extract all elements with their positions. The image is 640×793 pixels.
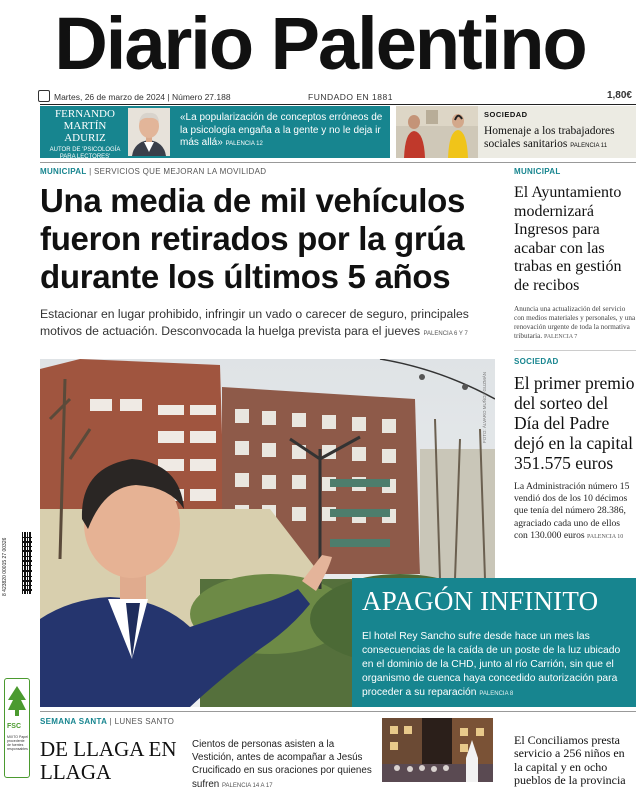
newspaper-title: Diario Palentino — [54, 2, 586, 85]
bottom-kicker: SEMANA SANTA | LUNES SANTO — [40, 717, 175, 726]
page-ref: PALENCIA 10 — [587, 533, 624, 540]
bottom-text: Cientos de personas asisten a la Vestición, antes de acompañar a Jesús Crucificado en sus oraciones por quienes sufren — [192, 739, 372, 790]
issue-number: Número 27.188 — [171, 92, 231, 102]
promo-section-label: SOCIEDAD — [484, 110, 528, 119]
story-headline: El primer premio del sorteo del Día del Padre dejó en la capital 351.575 euros — [514, 373, 635, 473]
promo-author-sub: AUTOR DE 'PSICOLOGÍA PARA LECTORES' — [49, 147, 121, 160]
section-label: SOCIEDAD — [514, 357, 559, 366]
promo-author-name: FERNANDO MARTÍN ADURIZ — [55, 108, 115, 144]
divider — [514, 350, 636, 351]
author-photo — [128, 108, 170, 156]
lead-headline[interactable]: Una media de mil vehículos fueron retirados por la grúa durante los últimos 5 años — [40, 182, 466, 295]
page-ref: PALENCIA 7 — [543, 334, 578, 340]
section-label: SEMANA SANTA — [40, 717, 108, 726]
fsc-tree-icon — [6, 682, 28, 720]
divider — [40, 162, 636, 163]
issue-date: Martes, 26 de marzo de 2024 — [54, 92, 166, 102]
section-label: MUNICIPAL — [40, 167, 87, 176]
lead-deck — [40, 306, 500, 342]
page-ref: PALENCIA 14 A 17 — [221, 782, 273, 789]
divider — [40, 104, 636, 105]
divider — [40, 711, 636, 712]
photo-credit: FOTO: ÁLVARO MUÑOZ GUZMÁN — [482, 372, 487, 444]
fsc-sub: MIXTO Papel procedente de fuentes responsables — [7, 735, 28, 751]
section-sublabel: SERVICIOS QUE MEJORAN LA MOVILIDAD — [94, 167, 267, 176]
promo-headline: Homenaje a los trabajadores sociales sanitarios — [484, 125, 615, 150]
bottom-right-headline[interactable]: El Conciliamos presta servicio a 256 niños en la capital y en ocho pueblos de la provincia — [514, 733, 626, 788]
procession-photo[interactable] — [382, 718, 493, 782]
masthead — [0, 0, 640, 88]
page-ref: PALENCIA 12 — [225, 141, 263, 147]
section-sublabel: LUNES SANTO — [114, 717, 175, 726]
right-story-loteria[interactable] — [514, 357, 636, 543]
promo-quote: «La popularización de conceptos erróneos de la psicología engaña a la gente y no le deja ir más allá» — [180, 112, 383, 148]
barcode — [10, 532, 32, 594]
right-story-ayuntamiento[interactable] — [514, 167, 636, 342]
promo-photo — [396, 106, 478, 158]
section-label: MUNICIPAL — [514, 167, 561, 176]
page-ref: PALENCIA 6 Y 7 — [423, 330, 468, 337]
promo-sociedad[interactable] — [396, 106, 636, 158]
promo-interview[interactable] — [40, 106, 390, 158]
promo-bar — [40, 106, 636, 158]
apagon-body: El hotel Rey Sancho sufre desde hace un mes las consecuencias de la caída de un poste de la luz ubicado en el dominio de la CHD, junto al río Carrión, sin que el organismo de cuenca haya concedido autorización para proceder a su reparación — [362, 631, 621, 698]
story-body: La Administración número 15 vendió dos de los 10 décimos que tenía del número 28.386, agraciado cada uno de ellos con 130.000 euros — [514, 481, 630, 541]
price: 1,80€ — [606, 90, 632, 101]
dateline: Martes, 26 de marzo de 2024 | Número 27.188 FUNDADO EN 1881 1,80€ — [38, 90, 636, 104]
story-headline: El Ayuntamiento modernizará Ingresos para acabar con las trabas en gestión de recibos — [514, 184, 622, 294]
founded-text: FUNDADO EN 1881 — [308, 92, 393, 102]
bottom-headline[interactable]: DE LLAGA EN LLAGA — [40, 737, 177, 784]
page-ref: PALENCIA 8 — [479, 691, 514, 697]
fsc-label: FSC — [7, 723, 21, 730]
lead-kicker: MUNICIPAL | SERVICIOS QUE MEJORAN LA MOVILIDAD — [40, 167, 267, 176]
calendar-icon — [38, 90, 50, 102]
page-ref: PALENCIA 11 — [570, 143, 608, 149]
lead-deck-text: Estacionar en lugar prohibido, infringir un vado o carecer de seguro, principales motivos de actuación. Desconvocada la huelga prevista para el jueves — [40, 307, 469, 338]
apagon-headline: APAGÓN INFINITO — [362, 586, 599, 616]
story-body: Anuncia una actualización del servicio con medios materiales y personales, y una renovación urgente de toda la normativa tributaria. — [514, 305, 636, 340]
apagon-box[interactable] — [352, 578, 636, 707]
barcode-digits: 8 423820 00015 27 00326 — [2, 537, 8, 596]
fsc-logo — [4, 678, 30, 778]
